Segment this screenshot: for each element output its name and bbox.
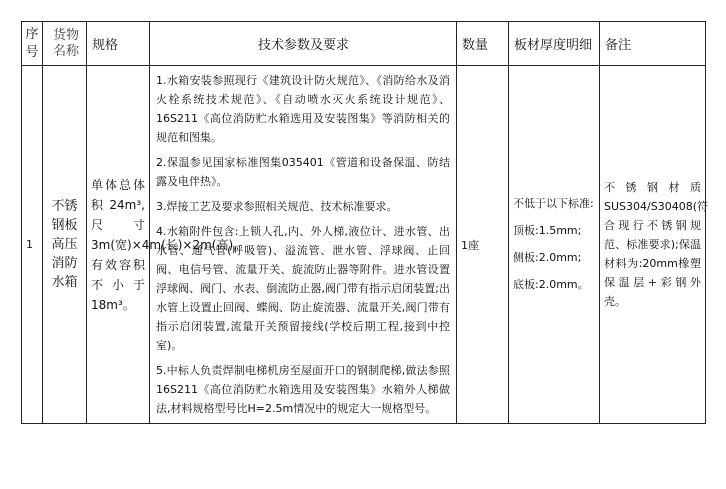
cell-thickness — [509, 66, 600, 424]
header-spec: 规格 — [87, 22, 150, 66]
table-row — [22, 66, 706, 424]
header-tech: 技术参数及要求 — [150, 22, 457, 66]
tech-item-2: 2.保温参见国家标准图集035401《管道和设备保温、防结露及电伴热》。 — [156, 156, 450, 188]
header-name: 货物名称 — [43, 22, 87, 66]
thickness-side: 侧板:2.0mm; — [513, 251, 582, 264]
header-row — [22, 22, 706, 66]
header-note: 备注 — [600, 22, 706, 66]
cell-qty: 1座 — [457, 66, 509, 424]
tech-item-4: 4.水箱附件包含:上锁人孔,内、外人梯,液位计、进水管、出水管、通气管(呼吸管)、溢流管、泄水管、浮球阀、止回阀、电信号管、流量开关、旋流防止器等附件。进水管设置浮球阀、阀门、水表、倒流防止器,阀门带有指示启闭装置;出水管上设置止回阀、蝶阀、防止旋流器、流量开关,阀门带有指示启闭装置,流量开关预留接线(学校后期工程,接到中控室)。 — [156, 225, 450, 352]
cell-tech — [150, 66, 457, 424]
thickness-intro: 不低于以下标准: — [513, 197, 594, 210]
cell-note: 不锈钢材质SUS304/S30408(符合现行不锈钢规范、标准要求);保温材料为:20mm橡塑保温层+彩钢外壳。 — [600, 66, 706, 424]
spec-table — [21, 21, 706, 424]
cell-no: 1 — [22, 66, 43, 424]
thickness-bottom: 底板:2.0mm。 — [513, 278, 589, 291]
header-no: 序号 — [22, 22, 43, 66]
cell-spec: 单体总体积24m³,尺寸3m(宽)×4m(长)×2m(高),有效容积不小于18m³。 — [87, 66, 150, 424]
header-thickness: 板材厚度明细 — [509, 22, 600, 66]
tech-item-3: 3.焊接工艺及要求参照相关规范、技术标准要求。 — [156, 200, 398, 213]
cell-name: 不锈钢板高压消防水箱 — [43, 66, 87, 424]
thickness-top: 顶板:1.5mm; — [513, 224, 582, 237]
tech-item-5: 5.中标人负责焊制电梯机房至屋面开口的钢制爬梯,做法参照16S211《高位消防贮水箱选用及安装图集》水箱外人梯做法,材料规格型号比H=2.5m情况中的规定大一规格型号。 — [156, 364, 450, 415]
tech-item-1: 1.水箱安装参照现行《建筑设计防火规范》、《消防给水及消火栓系统技术规范》、《自动喷水灭火系统设计规范》、16S211《高位消防贮水箱选用及安装图集》等消防相关的规范和图集。 — [156, 74, 450, 144]
header-qty: 数量 — [457, 22, 509, 66]
